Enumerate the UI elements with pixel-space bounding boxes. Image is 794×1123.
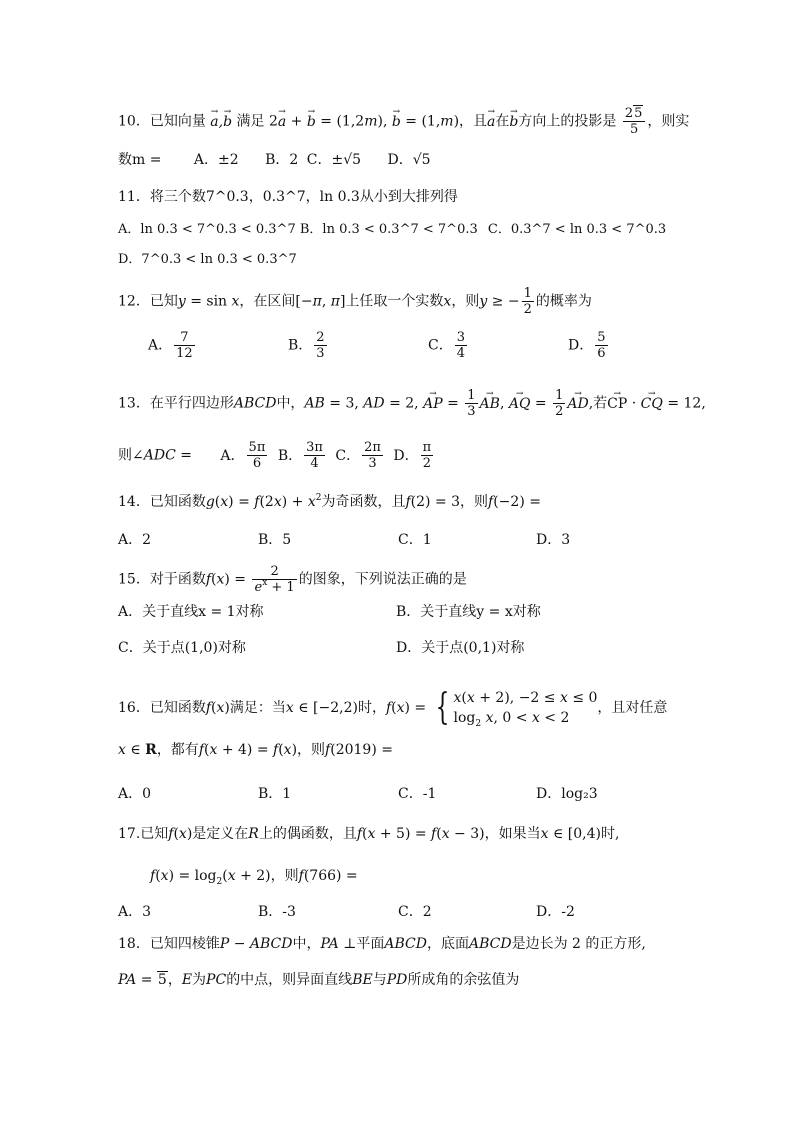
question-13-stem: 13．在平行四边形ABCD中，AB = 3, AD = 2, → AP = $\frac{1}{3}$ → AB, → AQ = $\frac{1}{2}$ → AD,若→ CP · → CQ = 12,: [118, 388, 706, 419]
q14-c: ，则: [460, 494, 489, 510]
q16-a: 16．已知函数: [118, 700, 206, 716]
q15-b: 的图象，下列说法正确的是: [298, 571, 467, 588]
q10-option-b[interactable]: B．2: [265, 152, 299, 168]
q13-a: 13．在平行四边形: [118, 395, 234, 412]
q14-b: 为奇函数，且: [321, 494, 406, 510]
q13-c: ,若: [588, 395, 608, 412]
q17-option-a[interactable]: A．3: [118, 904, 152, 920]
q13-option-d[interactable]: D． $\frac{\pi}{2}$: [393, 440, 432, 471]
q11-option-b[interactable]: B．ln 0.3 < 0.3^7 < 7^0.3: [299, 222, 478, 237]
q18-b: 中，: [292, 936, 321, 952]
q12-option-a[interactable]: A． $\frac{7}{12}$: [148, 330, 193, 361]
q16-piecewise: x(x + 2), −2 ≤ x ≤ 0 $\log_2 x$, 0 < x < 2: [453, 690, 598, 729]
q12-d: ，则: [451, 293, 480, 310]
q18-f: ，: [167, 972, 182, 988]
q18-h: 的中点，则异面直线: [226, 972, 353, 988]
question-15-stem: 15．对于函数f(x) = $\frac{2}{e^x + 1}$ 的图象，下列说法正确的是: [118, 564, 467, 595]
question-16-stem: 16．已知函数f(x)满足：当x ∈ [−2,2)时，f(x) = { x(x + 2), −2 ≤ x ≤ 0 $\log_2 x$, 0 < x < 2 ，且对任意: [118, 687, 668, 729]
q16-d: ，且对任意: [597, 700, 668, 716]
q10-end: ，则实: [647, 113, 690, 130]
q12-option-b[interactable]: B． $\frac{2}{3}$: [288, 330, 325, 361]
question-17-stem-cont: $f(x) = \log_2(x + 2)$，则f(766) =: [150, 868, 358, 887]
q11-option-a[interactable]: A．ln 0.3 < 7^0.3 < 0.3^7: [118, 222, 296, 237]
q15-option-c[interactable]: C．关于点(1,0)对称: [118, 640, 246, 656]
question-12-stem: 12．已知y = sin x，在区间[−π, π]上任取一个实数x，则y ≥ − $\frac{1}{2}$ 的概率为: [118, 286, 592, 317]
q13-option-b[interactable]: B． $\frac{3\pi}{4}$: [277, 440, 323, 471]
q10-option-c[interactable]: C．±√5: [306, 152, 362, 168]
question-14-stem: 14．已知函数$g(x) = f(2x) + x^2$为奇函数，且f(2) = 3，则f(−2) =: [118, 493, 541, 510]
q16-f: ，则: [297, 742, 326, 758]
q10-proj: 方向上的投影是: [518, 113, 617, 130]
q11-option-c[interactable]: C．0.3^7 < ln 0.3 < 7^0.3: [487, 222, 667, 237]
q18-g: 为: [192, 972, 207, 988]
q17-e: 时,: [600, 826, 620, 842]
q18-e: 是边长为 2 的正方形,: [511, 936, 646, 952]
q14-option-a[interactable]: A．2: [118, 532, 152, 548]
q17-option-b[interactable]: B．-3: [258, 904, 296, 920]
q15-option-d[interactable]: D．关于点(0,1)对称: [396, 640, 525, 656]
q12-option-c[interactable]: C． $\frac{3}{4}$: [428, 330, 465, 361]
q17-d: ，如果当: [484, 826, 541, 842]
q16-option-d[interactable]: D．log₂3: [536, 786, 598, 802]
q18-c: 平面: [356, 936, 385, 952]
q11-option-d[interactable]: D．7^0.3 < ln 0.3 < 0.3^7: [118, 252, 297, 267]
q10-option-a[interactable]: A．±2: [193, 152, 239, 168]
question-11-stem: 11．将三个数7^0.3，0.3^7，ln 0.3从小到大排列得: [118, 189, 458, 205]
q18-j: 所成角的余弦值为: [407, 972, 520, 988]
question-11-options-abc: [118, 220, 666, 240]
q10-cont: 数m =: [118, 152, 162, 168]
question-13-options: 则∠ADC = A． $\frac{5\pi}{6}$ B． $\frac{3\pi}{4}$ C． $\frac{2\pi}{3}$ D． $\frac{\pi}{2}$: [118, 440, 435, 471]
q13-option-c[interactable]: C． $\frac{2\pi}{3}$: [335, 440, 381, 471]
question-11-option-d-row: [118, 250, 297, 270]
question-18-stem-cont: PA = 5，E为PC的中点，则异面直线BE与PD所成角的余弦值为: [118, 972, 520, 988]
question-17-stem: 17.已知f(x)是定义在R上的偶函数，且f(x + 5) = f(x − 3)，如果当x ∈ [0,4)时,: [118, 826, 620, 842]
question-18-stem: 18．已知四棱锥P − ABCD中，PA ⊥平面ABCD，底面ABCD是边长为 2 的正方形,: [118, 936, 646, 952]
q17-c: 上的偶函数，且: [258, 826, 357, 842]
q14-option-d[interactable]: D．3: [536, 532, 571, 548]
q16-e: ，都有: [156, 742, 199, 758]
q17-a: 17.已知: [118, 826, 169, 842]
q18-d: ，底面: [426, 936, 469, 952]
q12-option-d[interactable]: D． $\frac{5}{6}$: [568, 330, 606, 361]
q12-b: ，在区间: [239, 293, 296, 310]
q13-b: 中，: [276, 395, 305, 412]
q10-option-d[interactable]: D．√5: [387, 152, 431, 168]
q10-intro: 10．已知向量: [118, 113, 206, 130]
question-16-stem-cont: x ∈ R，都有f(x + 4) = f(x)，则f(2019) =: [118, 742, 393, 758]
q14-a: 14．已知函数: [118, 494, 206, 510]
q15-option-b[interactable]: B．关于直线y = x对称: [396, 604, 541, 620]
q15-a: 15．对于函数: [118, 571, 206, 588]
question-10-stem: 10．已知向量 → a,→ b 满足 2→ a + → b = (1,2m), → b = (1,m)，且→ a在→ b方向上的投影是 $\frac{25}{5}$ ，则实: [118, 106, 689, 137]
q18-i: 与: [372, 972, 387, 988]
q15-option-a[interactable]: A．关于直线x = 1对称: [118, 604, 264, 620]
q17-option-d[interactable]: D．-2: [536, 904, 575, 920]
q16-option-c[interactable]: C．-1: [398, 786, 437, 802]
q14-option-c[interactable]: C．1: [398, 532, 432, 548]
q18-a: 18．已知四棱锥: [118, 936, 220, 952]
q10-after: ，且: [459, 113, 488, 130]
q17-option-c[interactable]: C．2: [398, 904, 432, 920]
q12-c: 上任取一个实数: [345, 293, 444, 310]
q16-option-b[interactable]: B．1: [258, 786, 292, 802]
q13-option-a[interactable]: A． $\frac{5\pi}{6}$: [220, 440, 266, 471]
q17-f: ，则: [270, 868, 299, 884]
q14-option-b[interactable]: B．5: [258, 532, 292, 548]
q10-mid: 满足: [236, 113, 265, 130]
q16-option-a[interactable]: A．0: [118, 786, 152, 802]
q17-b: 是定义在: [192, 826, 249, 842]
q12-e: 的概率为: [535, 293, 592, 310]
q16-c: 时，: [357, 700, 386, 716]
q12-a: 12．已知: [118, 293, 178, 310]
q13-d: 则: [118, 447, 132, 464]
q16-b: 满足：当: [229, 700, 286, 716]
q10-projection-fraction: $\frac{25}{5}$: [623, 106, 646, 137]
question-10-options: [118, 150, 431, 170]
